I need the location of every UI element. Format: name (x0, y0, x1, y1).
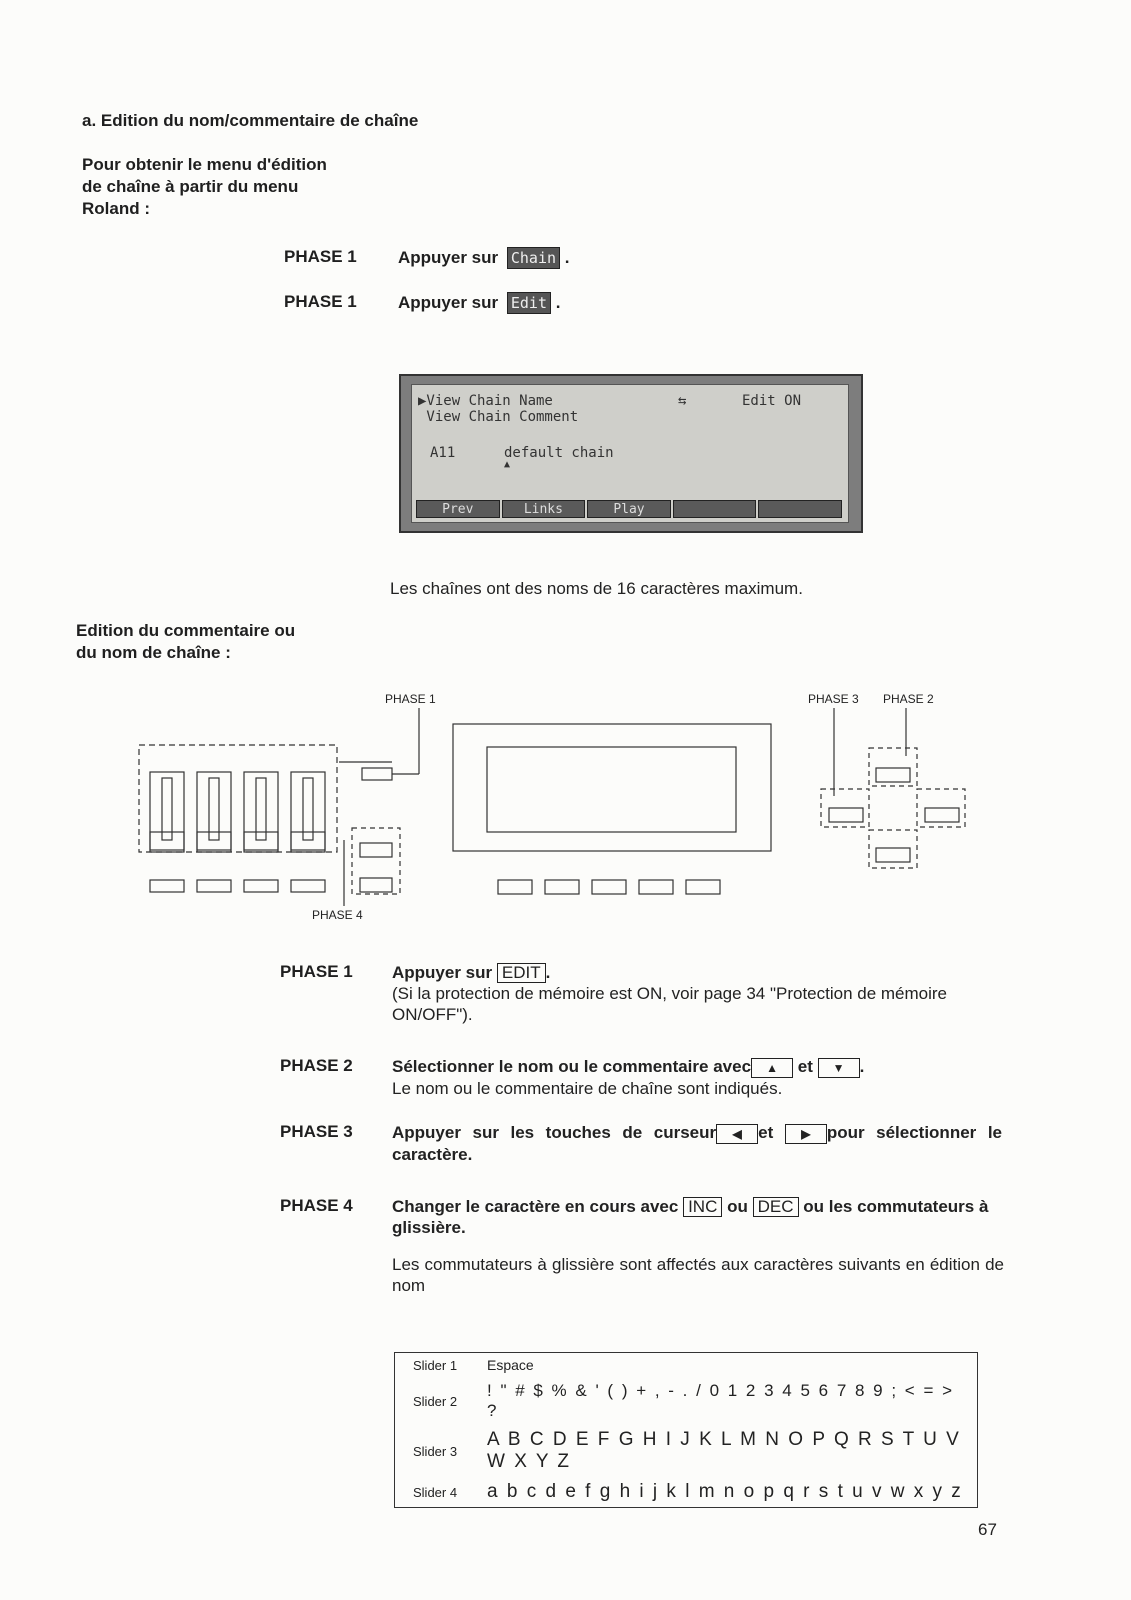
section-title: a. Edition du nom/commentaire de chaîne (82, 111, 419, 130)
slider-chars: Espace (487, 1357, 534, 1373)
diagram-label-phase3: PHASE 3 (808, 692, 859, 706)
slider-label: Slider 1 (413, 1357, 458, 1373)
step-4-note: Les commutateurs à glissière sont affectés aux caractères suivants en édition de nom (392, 1255, 1004, 1295)
diagram-label-phase1: PHASE 1 (385, 692, 436, 706)
softkey-prev[interactable]: Prev (416, 500, 500, 518)
table-row (395, 1477, 978, 1508)
slider-button-3 (244, 880, 278, 892)
slider-4-icon (291, 772, 325, 852)
step-1-body (392, 962, 1002, 1025)
slider-label: Slider 2 (413, 1393, 458, 1409)
step-4-mid: ou (727, 1197, 748, 1216)
step-2-post: . (859, 1057, 865, 1076)
slider-3-icon (244, 772, 278, 852)
table-row (395, 1377, 978, 1425)
step-2-body (392, 1056, 1002, 1099)
step-2-instruction (392, 1056, 1002, 1078)
slider-button-2 (197, 880, 231, 892)
intro-line-2: de chaîne à partir du menu (82, 177, 299, 196)
slider-table (394, 1352, 978, 1508)
lcd-chain-name: default chain (504, 445, 614, 461)
edit-key[interactable]: EDIT (497, 963, 546, 983)
slider-table-wrap (394, 1352, 978, 1508)
step-2-pre: Sélectionner le nom ou le commentaire avec (392, 1057, 752, 1076)
edit-heading-line-2: du nom de chaîne : (76, 643, 231, 662)
slider-chars: a b c d e f g h i j k l m n o p q r s t u v w x y z (487, 1481, 963, 1502)
slider-label: Slider 3 (413, 1443, 458, 1459)
lcd-edit-status: Edit ON (742, 393, 802, 409)
slider-chars: ! " # $ % & ' ( ) + , - . / 0 1 2 3 4 5 6 7 8 9 ; < = > ? (487, 1381, 955, 1420)
step-4-pre: Changer le caractère en cours avec (392, 1197, 679, 1216)
slider-group-outline (139, 745, 337, 852)
function-button-2 (545, 880, 579, 894)
slider-chars: A B C D E F G H I J K L M N O P Q R S T U V W X Y Z (487, 1429, 961, 1472)
inc-button-icon (360, 843, 392, 857)
top-step-2-end: . (555, 293, 561, 312)
cursor-left-button-icon (829, 808, 863, 822)
lcd-chain-id: A11 (430, 445, 456, 461)
step-1-phase: PHASE 1 (280, 962, 353, 981)
step-4-post: ou les commutateurs à glissière. (392, 1197, 989, 1237)
edit-button-icon (362, 768, 392, 780)
page-turn-icon: ⇆ (678, 393, 687, 409)
cursor-caret-icon: ▲ (504, 459, 511, 470)
top-step-2-label: Appuyer sur (398, 293, 499, 312)
function-button-4 (639, 880, 673, 894)
lcd-caption: Les chaînes ont des noms de 16 caractères maximum. (390, 579, 803, 598)
dec-button-icon (360, 878, 392, 892)
cursor-up-key[interactable]: ▲ (751, 1058, 793, 1078)
table-row (395, 1425, 978, 1477)
softkey-play[interactable]: Play (587, 500, 671, 518)
intro-line-1: Pour obtenir le menu d'édition (82, 155, 327, 174)
lcd-line-2: View Chain Comment (418, 409, 579, 425)
cursor-right-button-icon (925, 808, 959, 822)
diagram-label-phase2: PHASE 2 (883, 692, 934, 706)
chain-key[interactable]: Chain (507, 247, 560, 269)
step-2-phase: PHASE 2 (280, 1056, 353, 1075)
slider-2-icon (197, 772, 231, 852)
cursor-left-key[interactable]: ◀ (716, 1124, 758, 1144)
page-number: 67 (978, 1520, 997, 1539)
step-2-note: Le nom ou le commentaire de chaîne sont indiqués. (392, 1078, 783, 1098)
step-1-post: . (545, 963, 551, 982)
top-step-1-phase: PHASE 1 (284, 247, 357, 266)
step-1-note: (Si la protection de mémoire est ON, voir page 34 "Protection de mémoire ON/OFF"). (392, 984, 948, 1024)
cursor-up-button-icon (876, 768, 910, 782)
top-step-2-phase: PHASE 1 (284, 292, 357, 311)
dec-key[interactable]: DEC (753, 1197, 799, 1217)
slider-label: Slider 4 (413, 1484, 458, 1500)
step-1-instruction (392, 962, 1002, 983)
edit-heading-line-1: Edition du commentaire ou (76, 621, 296, 640)
step-3-post: pour sélectionner le caractère. (392, 1123, 1002, 1164)
function-button-5 (686, 880, 720, 894)
intro-line-3: Roland : (82, 199, 150, 218)
inc-key[interactable]: INC (683, 1197, 722, 1217)
softkey-links[interactable]: Links (502, 500, 586, 518)
step-3-pre: Appuyer sur les touches de curseur (392, 1123, 717, 1142)
step-4-instruction (392, 1196, 1004, 1238)
step-3-phase: PHASE 3 (280, 1122, 353, 1141)
table-row (395, 1353, 978, 1378)
slider-button-4 (291, 880, 325, 892)
function-button-1 (498, 880, 532, 894)
lcd-line-1: ▶View Chain Name (418, 393, 553, 409)
step-1-pre: Appuyer sur (392, 963, 493, 982)
step-3-mid: et (758, 1123, 774, 1142)
cursor-down-key[interactable]: ▼ (818, 1058, 860, 1078)
step-3-instruction (392, 1122, 1002, 1165)
function-button-3 (592, 880, 626, 894)
diagram-label-phase4: PHASE 4 (312, 908, 363, 922)
cursor-down-button-icon (876, 848, 910, 862)
inc-dec-group-outline (352, 828, 400, 894)
edit-soft-key[interactable]: Edit (507, 292, 551, 314)
slider-button-1 (150, 880, 184, 892)
step-4-body (392, 1196, 1004, 1296)
top-step-1-label: Appuyer sur (398, 248, 499, 267)
cursor-right-key[interactable]: ▶ (785, 1124, 827, 1144)
step-4-phase: PHASE 4 (280, 1196, 353, 1215)
slider-1-icon (150, 772, 184, 852)
top-step-1-end: . (564, 248, 570, 267)
step-2-mid: et (797, 1057, 813, 1076)
